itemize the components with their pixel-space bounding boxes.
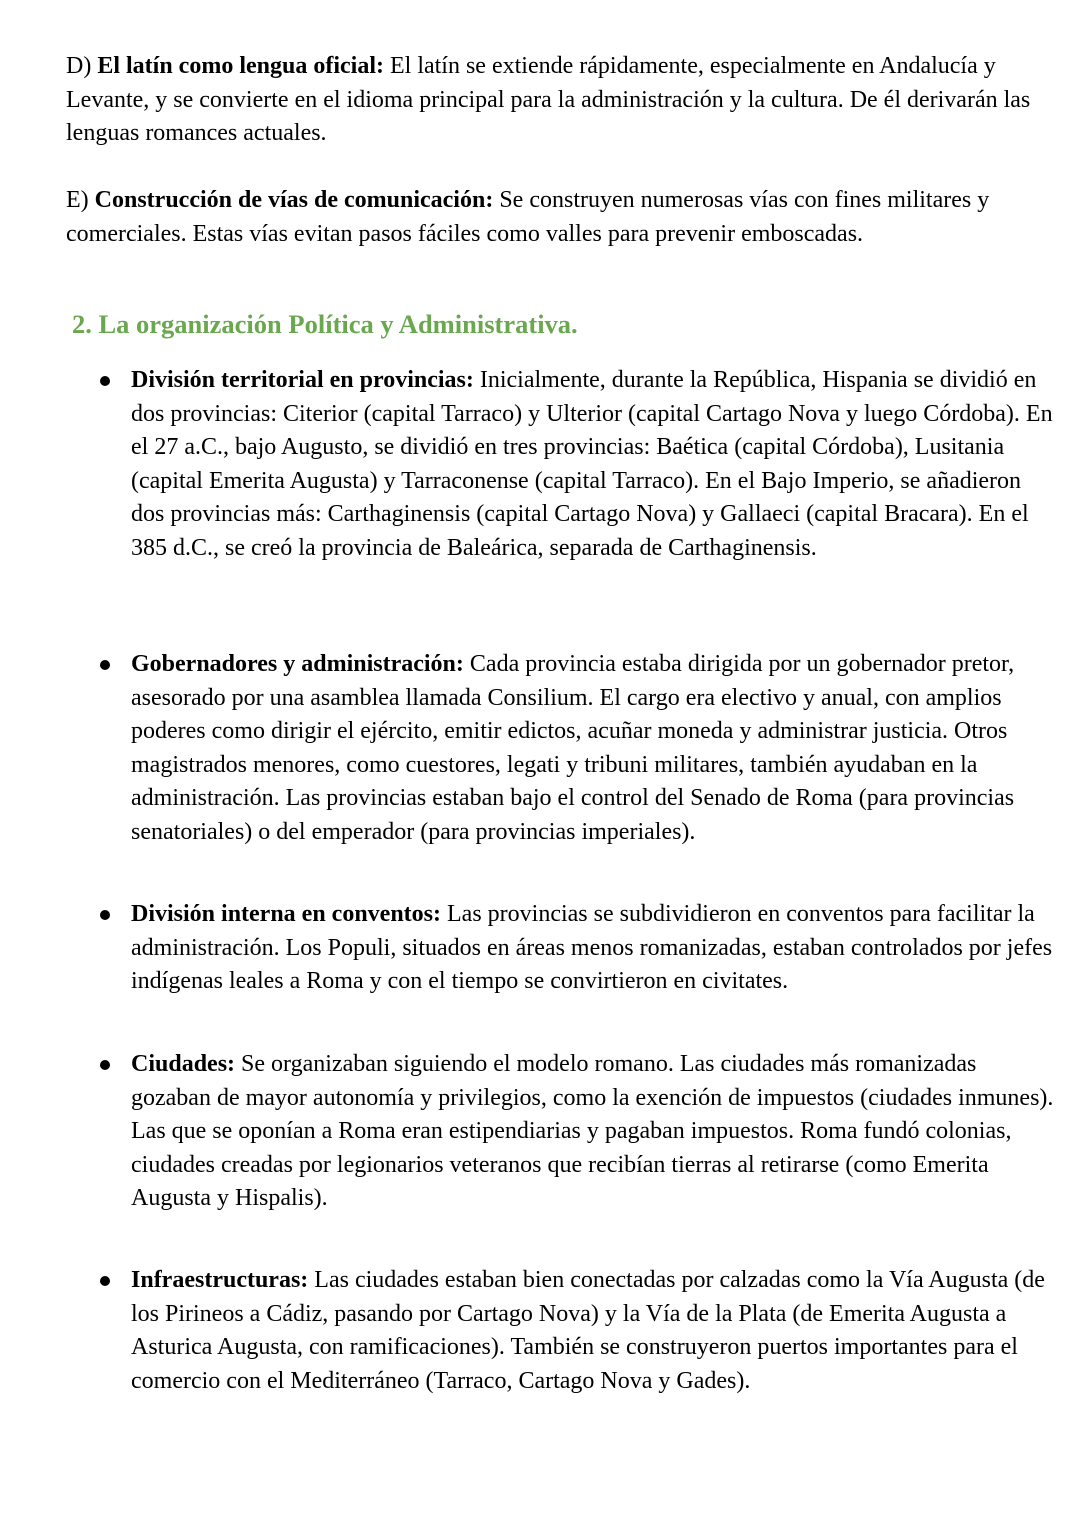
bullet-item-ciudades: [131, 1048, 1056, 1216]
bullet-title: Infraestructuras:: [131, 1267, 309, 1293]
section-heading: 2. La organización Política y Administrativa.: [72, 309, 578, 339]
bullet-text: Las ciudades estaban bien conectadas por calzadas como la Vía Augusta (de los Pirineos a Cádiz, pasando por Cartago Nova) y la Vía de la Plata (de Emerita Augusta a Asturica Augusta, con ramificaciones). También se construyeron puertos importantes para el comercio con el Mediterráneo (Tarraco, Cartago Nova y Gades).: [131, 1267, 1045, 1394]
paragraph-vias: [66, 184, 1056, 251]
bullet-title: Gobernadores y administración:: [131, 651, 464, 677]
bullet-dot-icon: [100, 1276, 110, 1286]
paragraph-prefix: D): [66, 53, 98, 79]
bullet-text: Se organizaban siguiendo el modelo romano. Las ciudades más romanizadas gozaban de mayor autonomía y privilegios, como la exención de impuestos (ciudades inmunes). Las que se oponían a Roma eran estipendiarias y pagaban impuestos. Roma fundó colonias, ciudades creadas por legionarios veteranos que recibían tierras al retirarse (como Emerita Augusta y Hispalis).: [131, 1051, 1054, 1212]
bullet-item-gobernadores: [131, 648, 1056, 850]
bullet-item-conventos: [131, 898, 1056, 999]
paragraph-title: Construcción de vías de comunicación:: [94, 187, 494, 213]
bullet-dot-icon: [100, 376, 110, 386]
paragraph-prefix: E): [66, 187, 95, 213]
paragraph-text: El latín se extiende rápidamente, especialmente en Andalucía y Levante, y se convierte en el idioma principal para la administración y la cultura. De él derivarán las lenguas romances actuales.: [66, 53, 1031, 147]
paragraph-text: Se construyen numerosas vías con fines militares y comerciales. Estas vías evitan pasos fáciles como valles para prevenir emboscadas.: [66, 187, 990, 247]
bullet-title: Ciudades:: [131, 1051, 236, 1077]
bullet-title: División interna en conventos:: [131, 901, 442, 927]
bullet-dot-icon: [100, 910, 110, 920]
bullet-dot-icon: [100, 1060, 110, 1070]
bullet-item-division-territorial: [131, 364, 1056, 566]
bullet-text: Las provincias se subdividieron en conventos para facilitar la administración. Los Populi, situados en áreas menos romanizadas, estaban controlados por jefes indígenas leales a Roma y con el tiempo se convirtieron en civitates.: [131, 901, 1053, 995]
bullet-text: Cada provincia estaba dirigida por un gobernador pretor, asesorado por una asamblea llamada Consilium. El cargo era electivo y anual, con amplios poderes como dirigir el ejército, emitir edictos, acuñar moneda y administrar justicia. Otros magistrados menores, como cuestores, legati y tribuni militares, también ayudaban en la administración. Las provincias estaban bajo el control del Senado de Roma (para provincias senatoriales) o del emperador (para provincias imperiales).: [131, 651, 1015, 845]
bullet-item-infraestructuras: [131, 1264, 1056, 1398]
paragraph-title: El latín como lengua oficial:: [97, 53, 384, 79]
paragraph-latin: [66, 50, 1056, 151]
bullet-text: Inicialmente, durante la República, Hispania se dividió en dos provincias: Citerior (capital Tarraco) y Ulterior (capital Cartago Nova y luego Córdoba). En el 27 a.C., bajo Augusto, se dividió en tres provincias: Baética (capital Córdoba), Lusitania (capital Emerita Augusta) y Tarraconense (capital Tarraco). En el Bajo Imperio, se añadieron dos provincias más: Carthaginensis (capital Cartago Nova) y Gallaeci (capital Bracara). En el 385 d.C., se creó la provincia de Baleárica, separada de Carthaginensis.: [131, 367, 1053, 561]
bullet-title: División territorial en provincias:: [131, 367, 474, 393]
bullet-dot-icon: [100, 660, 110, 670]
